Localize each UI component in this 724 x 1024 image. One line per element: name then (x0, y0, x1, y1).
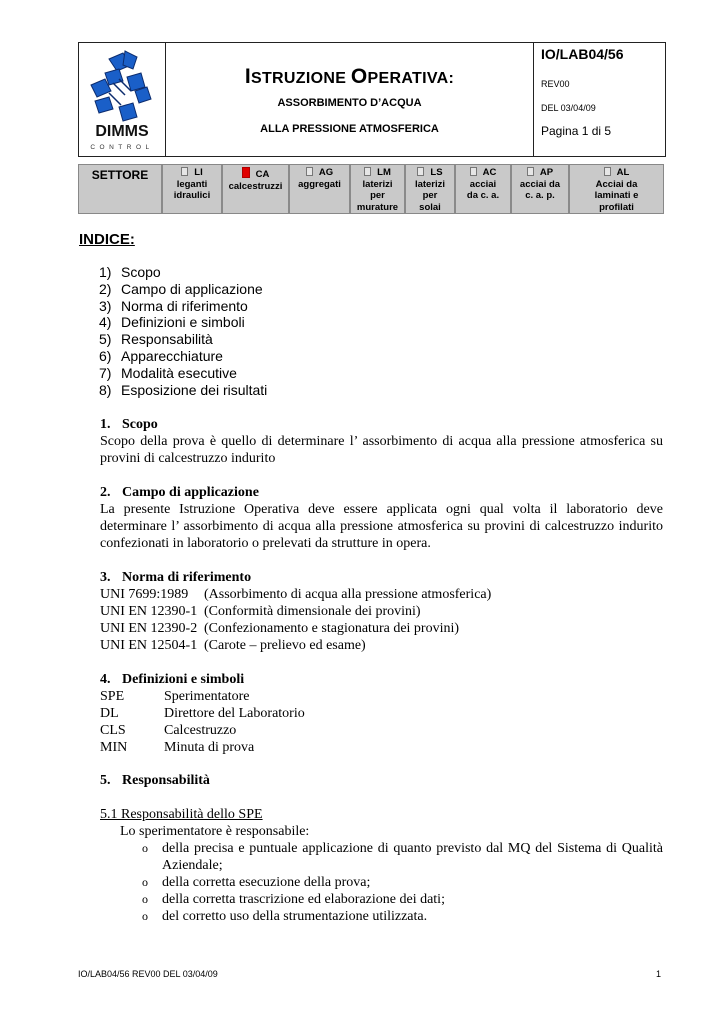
list-item: o del corretto uso della strumentazione utilizzata. (142, 909, 428, 924)
toc-item[interactable]: 8) Esposizione dei risultati (99, 381, 268, 398)
svg-text:CONTROL: CONTROL (90, 144, 154, 151)
page-footer (78, 969, 664, 979)
responsibility-intro: Lo sperimentatore è responsabile: (120, 824, 310, 839)
norm-row: UNI 7699:1989 (Assorbimento di acqua alla pressione atmosferica) (100, 587, 492, 602)
checkbox-icon (470, 167, 477, 176)
section-heading: 2. Campo di applicazione (100, 485, 259, 500)
sector-li: LI leganti idraulici (163, 165, 223, 213)
revision-date: DEL 03/04/09 (541, 103, 596, 113)
sector-ca: CA calcestruzzi (223, 165, 290, 213)
definition-row: SPE Sperimentatore (100, 689, 250, 704)
definition-row: MIN Minuta di prova (100, 740, 255, 755)
dimms-logo-icon (79, 43, 165, 155)
norm-row: UNI EN 12504-1 (Carote – prelievo ed esame) (100, 638, 366, 653)
meta-cell (534, 43, 665, 156)
document-subtitle-line1: ASSORBIMENTO D’ACQUA (277, 97, 422, 109)
sector-ag: AG aggregati (290, 165, 351, 213)
checkbox-icon (306, 167, 313, 176)
document-title: ISTRUZIONE OPERATIVA: (244, 65, 455, 88)
revision: REV00 (541, 79, 570, 89)
responsibility-list (100, 840, 663, 925)
section-responsabilita (100, 772, 663, 925)
norm-row: UNI EN 12390-2 (Confezionamento e stagionatura dei provini) (100, 621, 460, 636)
section-text: La presente Istruzione Operativa deve essere applicata ogni qual volta il laboratorio deve determinare l’ assorbimento di acqua alla pressione atmosferica su provini di calcestruzzo indurito confezionati in laboratorio o prelevati da strutture in opera. (100, 502, 663, 551)
sector-ac: AC acciai da c. a. (456, 165, 512, 213)
section-text: Scopo della prova è quello di determinare l’ assorbimento di acqua alla pressione atmosferica su provini di calcestruzzo indurito (100, 434, 663, 466)
checkbox-icon (604, 167, 611, 176)
toc-item[interactable]: 3) Norma di riferimento (99, 297, 248, 314)
bullet-icon: o (142, 841, 148, 855)
bullet-icon: o (142, 875, 148, 889)
title-cell (166, 43, 534, 156)
list-item: o della precisa e puntuale applicazione di quanto previsto dal MQ del Sistema di Qualità Aziendale; (142, 841, 663, 873)
footer-page-number: 1 (655, 969, 661, 979)
sector-ap: AP acciai da c. a. p. (512, 165, 570, 213)
definition-row: DL Direttore del Laboratorio (100, 706, 305, 721)
list-item: o della corretta trascrizione ed elaborazione dei dati; (142, 892, 445, 907)
checked-checkbox-icon (242, 167, 250, 178)
document-header (78, 42, 666, 157)
norm-row: UNI EN 12390-1 (Conformità dimensionale dei provini) (100, 604, 421, 619)
section-norma (100, 569, 663, 654)
subsection-heading: 5.1 Responsabilità dello SPE (100, 807, 263, 822)
bullet-icon: o (142, 892, 148, 906)
sector-lm: LM laterizi per murature (351, 165, 406, 213)
svg-text:DIMMS: DIMMS (95, 123, 149, 140)
checkbox-icon (364, 167, 371, 176)
toc-item[interactable]: 2) Campo di applicazione (99, 280, 263, 297)
checkbox-icon (181, 167, 188, 176)
sector-al: AL Acciai da laminati e profilati (594, 167, 639, 213)
document-subtitle-line2: ALLA PRESSIONE ATMOSFERICA (260, 123, 439, 135)
settore-table (78, 164, 664, 214)
section-heading: 4. Definizioni e simboli (100, 672, 245, 687)
sector-ls: LS laterizi per solai (406, 165, 456, 213)
bullet-icon: o (142, 909, 148, 923)
toc-item[interactable]: 7) Modalità esecutive (99, 364, 237, 381)
toc-item[interactable]: 6) Apparecchiature (99, 347, 223, 364)
section-heading: 1. Scopo (100, 417, 158, 432)
section-heading: 5. Responsabilità (100, 773, 210, 788)
index-title: INDICE: (79, 231, 135, 248)
logo-cell (79, 43, 166, 156)
document-code: IO/LAB04/56 (541, 46, 624, 62)
checkbox-icon (527, 167, 534, 176)
definition-row: CLS Calcestruzzo (100, 723, 237, 738)
section-campo (100, 484, 663, 552)
list-item: o della corretta esecuzione della prova; (142, 875, 371, 890)
toc-item[interactable]: 1) Scopo (99, 264, 161, 280)
checkbox-icon (417, 167, 424, 176)
table-of-contents (99, 264, 267, 398)
footer-doc-ref: IO/LAB04/56 REV00 DEL 03/04/09 (78, 969, 218, 979)
section-heading: 3. Norma di riferimento (100, 570, 252, 585)
settore-label: SETTORE (79, 165, 163, 213)
section-definizioni (100, 671, 663, 756)
toc-item[interactable]: 4) Definizioni e simboli (99, 314, 245, 331)
toc-item[interactable]: 5) Responsabilità (99, 331, 213, 348)
section-scopo (100, 416, 663, 467)
page-indicator: Pagina 1 di 5 (541, 124, 612, 138)
